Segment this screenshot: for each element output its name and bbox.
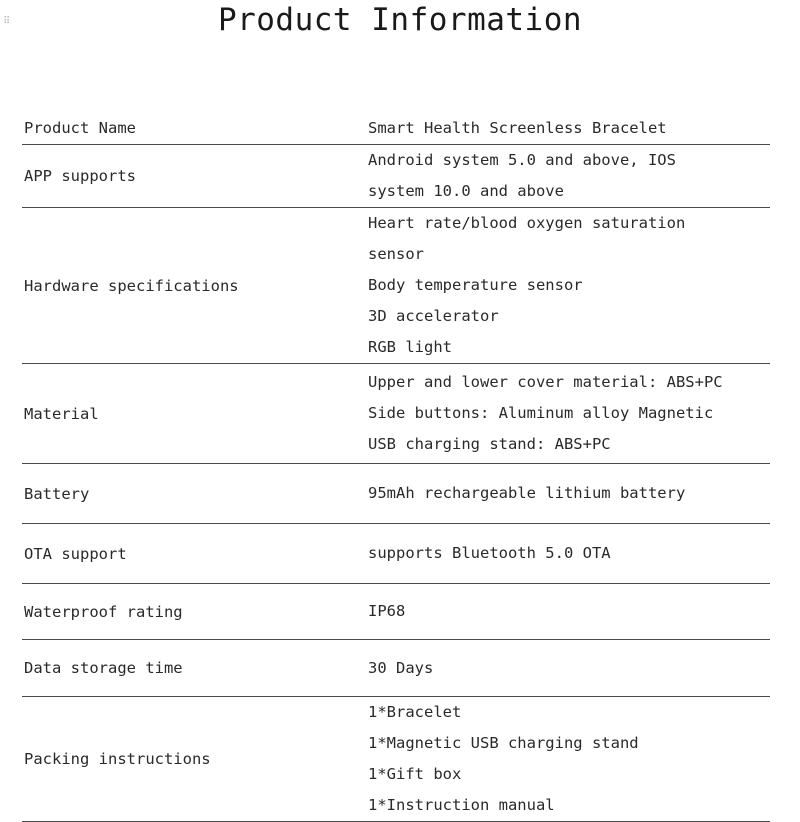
spec-value-line: RGB light (368, 338, 452, 356)
table-row (22, 464, 770, 524)
spec-value (368, 364, 770, 463)
spec-value-line: sensor (368, 245, 424, 263)
spec-label: Material (24, 404, 99, 423)
spec-value-line: Smart Health Screenless Bracelet (368, 118, 667, 137)
spec-value (368, 464, 770, 523)
spec-label: Product Name (24, 119, 136, 137)
spec-value-line: Body temperature sensor (368, 276, 583, 294)
table-row (22, 640, 770, 697)
table-row (22, 524, 770, 584)
spec-value-line: 1*Bracelet (368, 703, 462, 721)
spec-value-line: Android system 5.0 and above, IOS (368, 151, 676, 169)
spec-label: Battery (24, 484, 90, 503)
spec-value-line: 1*Instruction manual (368, 796, 555, 814)
spec-value-line: 30 Days (368, 658, 434, 677)
spec-value-line: supports Bluetooth 5.0 OTA (368, 544, 611, 562)
spec-label: Packing instructions (24, 750, 211, 768)
spec-label: APP supports (24, 167, 136, 185)
spec-value-line: system 10.0 and above (368, 182, 564, 200)
spec-value (368, 640, 770, 696)
spec-label: Data storage time (24, 659, 183, 677)
spec-value-line: 95mAh rechargeable lithium battery (368, 484, 686, 502)
spec-value-line: 1*Magnetic USB charging stand (368, 734, 639, 752)
spec-value-line: IP68 (368, 602, 406, 620)
spec-value (368, 524, 770, 583)
spec-value (368, 584, 770, 639)
spec-label: OTA support (24, 544, 127, 563)
spec-value-line: USB charging stand: ABS+PC (368, 435, 611, 453)
spec-value-line: 3D accelerator (368, 307, 499, 325)
table-row (22, 208, 770, 364)
spec-value-line: Side buttons: Aluminum alloy Magnetic (368, 404, 714, 422)
spec-value-line: 1*Gift box (368, 765, 462, 783)
spec-table (22, 112, 770, 822)
table-row (22, 584, 770, 640)
drag-handle-icon[interactable]: ⠿ (3, 16, 10, 27)
spec-label: Waterproof rating (24, 602, 183, 621)
table-row (22, 364, 770, 464)
spec-value-line: Heart rate/blood oxygen saturation (368, 214, 686, 232)
spec-value (368, 145, 770, 207)
table-row (22, 145, 770, 208)
spec-value (368, 697, 770, 821)
table-row (22, 697, 770, 822)
spec-label: Hardware specifications (24, 276, 239, 295)
spec-value-line: Upper and lower cover material: ABS+PC (368, 373, 723, 391)
table-row (22, 112, 770, 145)
spec-value (368, 208, 770, 363)
spec-value (368, 112, 770, 144)
page-title: Product Information (217, 2, 583, 38)
